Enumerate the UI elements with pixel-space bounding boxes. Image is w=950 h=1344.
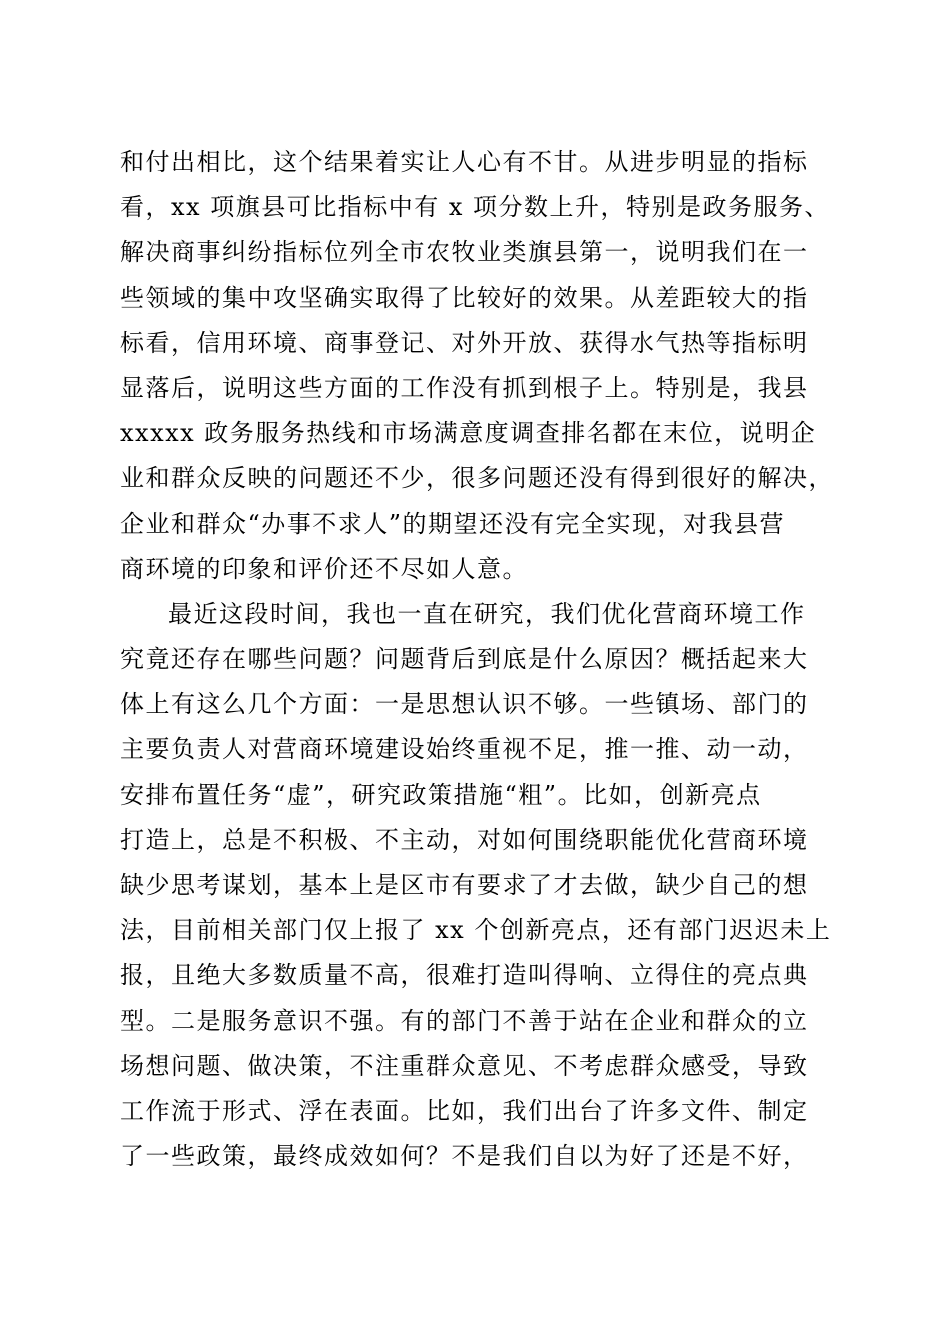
text-line: 了一些政策，最终成效如何？不是我们自以为好了还是不好， — [120, 1142, 809, 1171]
text-line: 报，且绝大多数质量不高，很难打造叫得响、立得住的亮点典 — [120, 961, 809, 990]
text-line: 看，xx 项旗县可比指标中有 x 项分数上升，特别是政务服务、 — [120, 193, 830, 222]
text-line: 最近这段时间，我也一直在研究，我们优化营商环境工作 — [168, 599, 806, 628]
text-line: 缺少思考谋划，基本上是区市有要求了才去做，缺少自己的想 — [120, 871, 809, 899]
text-line: 商环境的印象和评价还不尽如人意。 — [120, 554, 528, 583]
text-line: 场想问题、做决策，不注重群众意见、不考虑群众感受，导致 — [120, 1051, 809, 1080]
paragraph-2 — [120, 592, 840, 1179]
text-line: 打造上，总是不积极、不主动，对如何围绕职能优化营商环境 — [120, 825, 809, 854]
text-line: 企业和群众“办事不求人”的期望还没有完全实现，对我县营 — [120, 509, 786, 538]
text-line: 法，目前相关部门仅上报了 xx 个创新亮点，还有部门迟迟未上 — [120, 916, 832, 945]
document-body — [120, 140, 840, 1179]
text-line: 解决商事纠纷指标位列全市农牧业类旗县第一，说明我们在一 — [120, 238, 809, 267]
text-line: 些领域的集中攻坚确实取得了比较好的效果。从差距较大的指 — [120, 283, 809, 312]
text-line: 工作流于形式、浮在表面。比如，我们出台了许多文件、制定 — [120, 1096, 809, 1125]
text-line: xxxxx 政务服务热线和市场满意度调查排名都在末位，说明企 — [120, 419, 817, 448]
text-line: 标看，信用环境、商事登记、对外开放、获得水气热等指标明 — [120, 328, 809, 357]
text-line: 和付出相比，这个结果着实让人心有不甘。从进步明显的指标 — [120, 148, 809, 176]
text-line: 究竟还存在哪些问题？问题背后到底是什么原因？概括起来大 — [120, 645, 809, 674]
text-line: 显落后，说明这些方面的工作没有抓到根子上。特别是，我县 — [120, 373, 809, 402]
text-line: 主要负责人对营商环境建设始终重视不足，推一推、动一动， — [120, 735, 809, 764]
text-line: 安排布置任务“虚”，研究政策措施“粗”。比如，创新亮点 — [120, 780, 762, 809]
paragraph-1 — [120, 140, 840, 592]
text-line: 体上有这么几个方面：一是思想认识不够。一些镇场、部门的 — [120, 690, 809, 719]
text-line: 业和群众反映的问题还不少，很多问题还没有得到很好的解决， — [120, 464, 834, 493]
text-line: 型。二是服务意识不强。有的部门不善于站在企业和群众的立 — [120, 1006, 809, 1035]
